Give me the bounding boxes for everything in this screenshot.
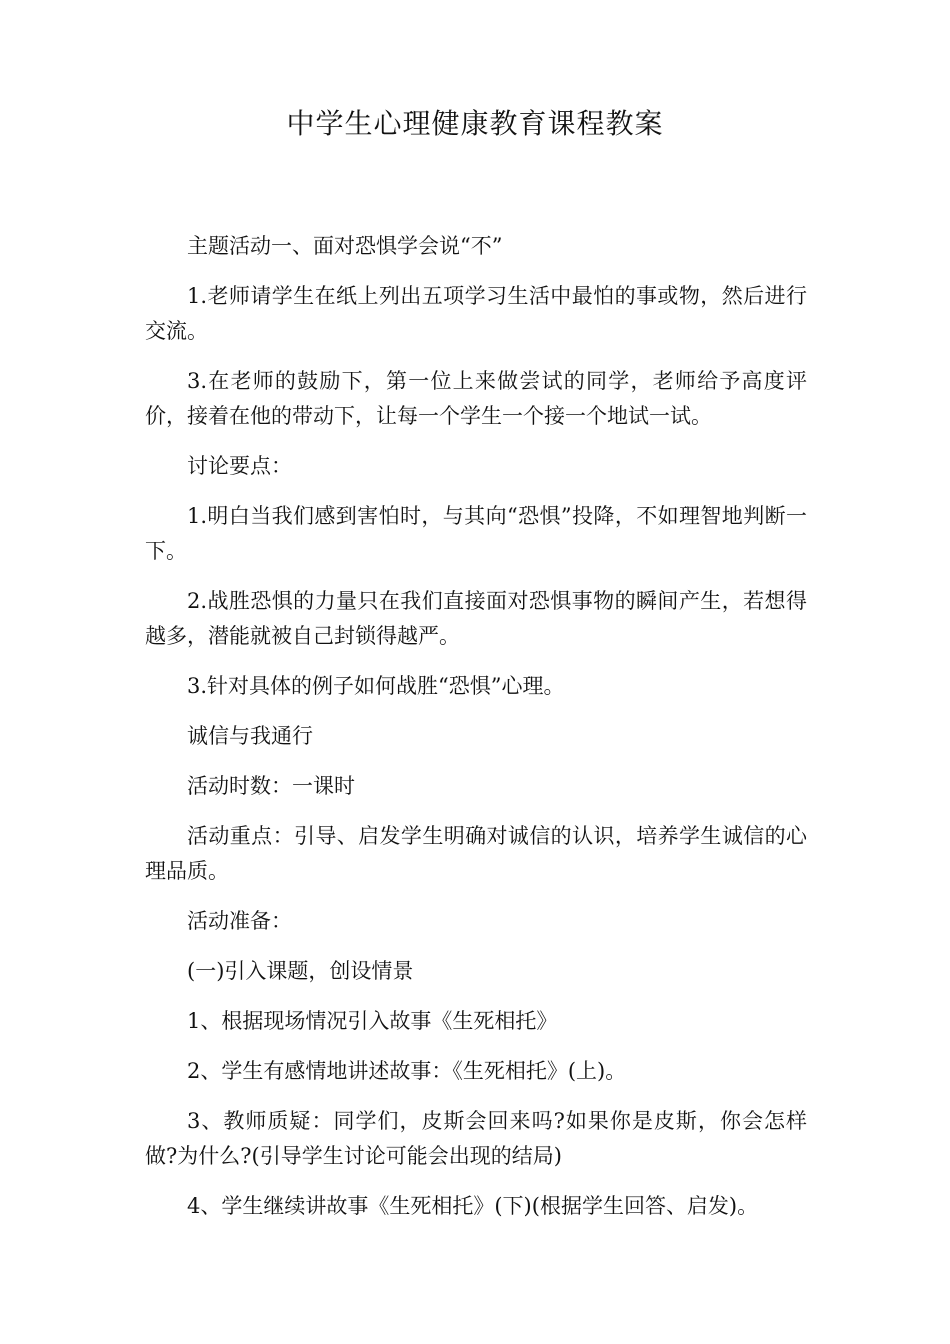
discussion-point-3: 3.针对具体的例子如何战胜“恐惧”心理。 — [187, 674, 565, 698]
section-heading-integrity: 诚信与我通行 — [187, 724, 313, 748]
paragraph-step-3: 3.在老师的鼓励下，第一位上来做尝试的同学，老师给予高度评价，接着在他的带动下，让每一个学生一个接一个地试一试。 — [145, 369, 807, 428]
paragraph-step-1: 1.老师请学生在纸上列出五项学习生活中最怕的事或物，然后进行交流。 — [145, 284, 807, 343]
document-body — [145, 229, 807, 1239]
activity-preparation: 活动准备： — [187, 909, 292, 933]
discussion-point-1: 1.明白当我们感到害怕时，与其向“恐惧”投降，不如理智地判断一下。 — [145, 504, 807, 563]
section-heading-activity-one: 主题活动一、面对恐惧学会说“不” — [187, 234, 503, 258]
intro-step-2: 2、学生有感情地讲述故事：《生死相托》(上)。 — [187, 1059, 627, 1083]
intro-step-3: 3、教师质疑：同学们，皮斯会回来吗?如果你是皮斯，你会怎样做?为什么?(引导学生讨论可能会出现的结局) — [145, 1109, 807, 1168]
intro-step-1: 1、根据现场情况引入故事《生死相托》 — [187, 1009, 558, 1033]
subsection-intro: (一)引入课题，创设情景 — [187, 959, 414, 983]
document-title: 中学生心理健康教育课程教案 — [286, 107, 664, 140]
activity-duration: 活动时数：一课时 — [187, 774, 355, 798]
discussion-point-2: 2.战胜恐惧的力量只在我们直接面对恐惧事物的瞬间产生，若想得越多，潜能就被自己封锁得越严。 — [145, 589, 807, 648]
activity-focus: 活动重点：引导、启发学生明确对诚信的认识，培养学生诚信的心理品质。 — [145, 824, 807, 883]
discussion-heading: 讨论要点： — [187, 454, 292, 478]
intro-step-4: 4、学生继续讲故事《生死相托》(下)(根据学生回答、启发)。 — [187, 1194, 759, 1218]
